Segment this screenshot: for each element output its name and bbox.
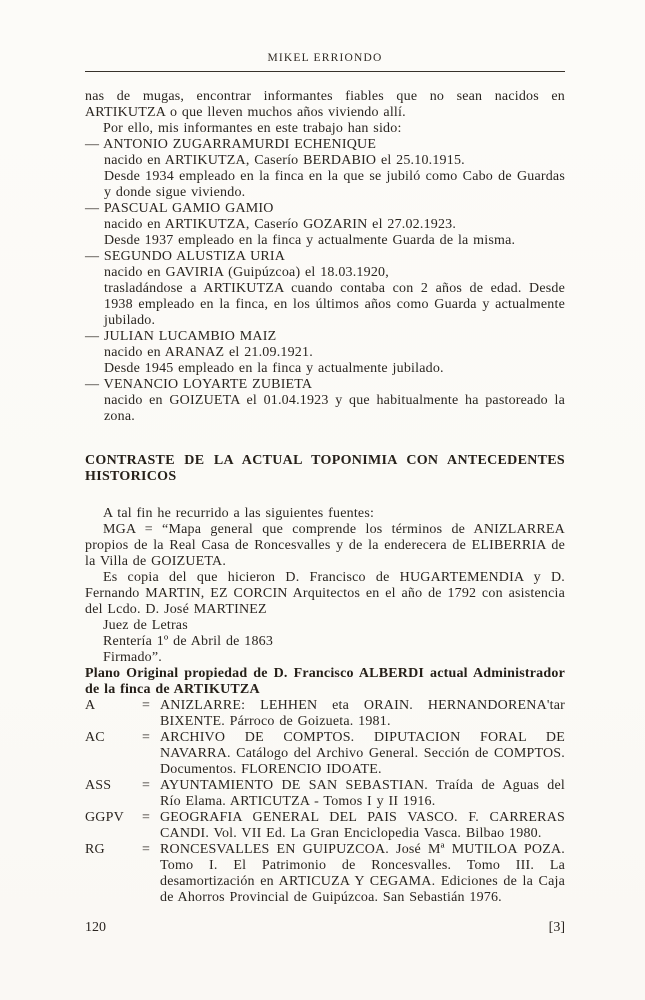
informant-name-line [85,377,565,393]
informant-name-line [85,137,565,153]
informant-birth: nacido en GOIZUETA el 01.04.1923 y que habitualmente ha pastoreado la zona. [104,393,565,424]
informant-item [85,137,565,201]
informant-item [85,201,565,249]
article-ref: [3] [548,920,565,935]
glossary-entry [85,810,565,842]
glossary-definition: ANIZLARRE: LEHHEN eta ORAIN. HERNANDORENA'tar BIXENTE. Párroco de Goizueta. 1981. [160,698,565,729]
signature-line: Juez de Letras [103,618,188,633]
list-dash: — [85,137,100,152]
informant-name: ANTONIO ZUGARRAMURDI ECHENIQUE [103,137,377,152]
equals-sign: = [142,778,151,793]
glossary-definition: ARCHIVO DE COMPTOS. DIPUTACION FORAL DE NAVARRA. Catálogo del Archivo General. Sección de COMPTOS. Documentos. FLORENCIO IDOATE. [160,730,565,777]
page-body [85,89,565,906]
informant-name: PASCUAL GAMIO GAMIO [103,201,274,216]
informant-name-line [85,249,565,265]
paragraph-mga-source: MGA = “Mapa general que comprende los términos de ANIZLARREA propios de la Real Casa de Roncesvalles y de la enderecera de ELIBERRIA de la Villa de GOIZUETA. [85,522,565,569]
informant-detail: trasladándose a ARTIKUTZA cuando contaba con 2 años de edad. Desde 1938 empleado en la finca, en los últimos años como Guarda y actualmente jubilado. [104,281,565,328]
informant-name-line [85,329,565,345]
paragraph-continuation: nas de mugas, encontrar informantes fiables que no sean nacidos en ARTIKUTZA o que lleven muchos años viviendo allí. [85,89,565,120]
glossary-abbr: AC [85,730,105,745]
informant-birth: nacido en ARTIKUTZA, Caserío GOZARIN el 27.02.1923. [104,217,457,232]
paragraph-sources-lead: A tal fin he recurrido a las siguientes fuentes: [103,506,375,521]
equals-sign: = [142,842,151,857]
list-dash: — [85,329,100,344]
abbreviation-glossary [85,698,565,906]
glossary-abbr: RG [85,842,105,857]
glossary-entry [85,698,565,730]
list-dash: — [85,201,100,216]
list-dash: — [85,377,100,392]
informant-detail: Desde 1945 empleado en la finca y actualmente jubilado. [104,361,444,376]
equals-sign: = [142,698,151,713]
signature-line: Rentería 1º de Abril de 1863 [103,634,274,649]
informant-item [85,329,565,377]
glossary-definition: GEOGRAFIA GENERAL DEL PAIS VASCO. F. CARRERAS CANDI. Vol. VII Ed. La Gran Enciclopedia Vasca. Bilbao 1980. [160,810,565,841]
equals-sign: = [142,730,151,745]
glossary-abbr: GGPV [85,810,124,825]
glossary-entry [85,730,565,778]
equals-sign: = [142,810,151,825]
glossary-abbr: ASS [85,778,112,793]
informant-item [85,249,565,329]
paragraph-copy-note: Es copia del que hicieron D. Francisco de HUGARTEMENDIA y D. Fernando MARTIN, EZ CORCIN Arquitectos en el año de 1792 con asistencia del Lcdo. D. José MARTINEZ [85,570,565,617]
informant-name: SEGUNDO ALUSTIZA URIA [103,249,286,264]
page-number: 120 [85,920,106,935]
page-footer [85,920,565,936]
informant-name: VENANCIO LOYARTE ZUBIETA [103,377,313,392]
glossary-definition: RONCESVALLES EN GUIPUZCOA. José Mª MUTILOA POZA. Tomo I. El Patrimonio de Roncesvalles. Tomo III. La desamortización en ARTICUZA Y CEGAMA. Ediciones de la Caja de Ahorros Provincial de Guipúzcoa. San Sebastián 1976. [160,842,565,905]
glossary-entry [85,778,565,810]
informant-name: JULIAN LUCAMBIO MAIZ [103,329,277,344]
section-heading: CONTRASTE DE LA ACTUAL TOPONIMIA CON ANTECEDENTES HISTORICOS [85,453,565,484]
signature-line: Firmado”. [103,650,162,665]
informant-detail: Desde 1934 empleado en la finca en la que se jubiló como Cabo de Guardas y donde sigue viviendo. [104,169,565,200]
paragraph-lead-in: Por ello, mis informantes en este trabajo han sido: [103,121,402,136]
running-header: MIKEL ERRIONDO [85,52,565,72]
informant-detail: Desde 1937 empleado en la finca y actualmente Guarda de la misma. [104,233,516,248]
glossary-entry [85,842,565,906]
list-dash: — [85,249,100,264]
informant-name-line [85,201,565,217]
informant-birth: nacido en ARTIKUTZA, Caserío BERDABIO el 25.10.1915. [104,153,465,168]
paragraph-plano-note: Plano Original propiedad de D. Francisco ALBERDI actual Administrador de la finca de ARTIKUTZA [85,666,565,697]
glossary-abbr: A [85,698,96,713]
glossary-definition: AYUNTAMIENTO DE SAN SEBASTIAN. Traída de Aguas del Río Elama. ARTICUTZA - Tomos I y II 1916. [160,778,565,809]
informant-birth: nacido en GAVIRIA (Guipúzcoa) el 18.03.1920, [104,265,389,280]
informant-birth: nacido en ARANAZ el 21.09.1921. [104,345,313,360]
informant-item [85,377,565,425]
